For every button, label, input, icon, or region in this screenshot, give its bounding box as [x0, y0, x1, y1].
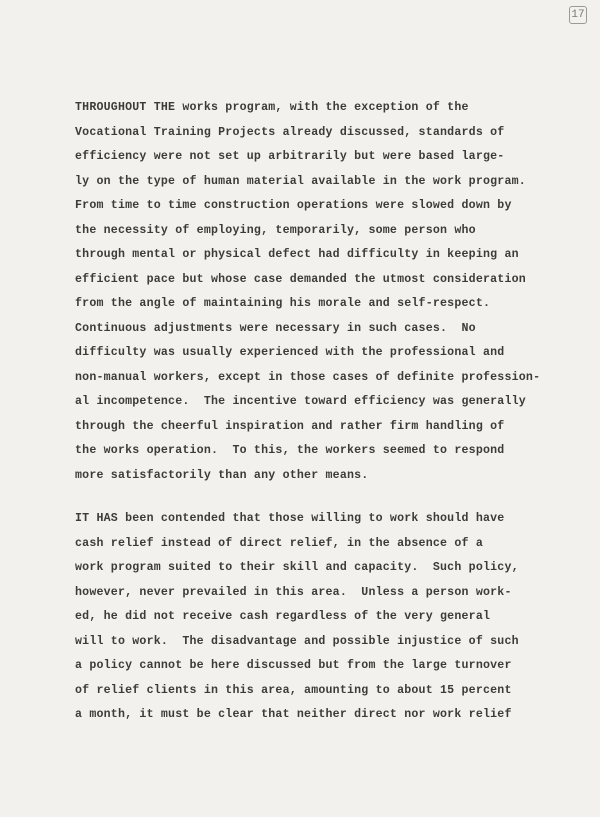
text-line: however, never prevailed in this area. Unless a person work-	[75, 585, 512, 599]
text-line: Vocational Training Projects already discussed, standards of	[75, 125, 505, 139]
page-number: 17	[569, 6, 587, 24]
text-line: From time to time construction operations were slowed down by	[75, 199, 512, 212]
text-line: Continuous adjustments were necessary in such cases. No	[75, 321, 476, 335]
text-line: al incompetence. The incentive toward efficiency was generally	[75, 395, 526, 408]
text-line: difficulty was usually experienced with the professional and	[75, 346, 505, 359]
text-line: of relief clients in this area, amounting to about 15 percent	[75, 683, 512, 697]
text-line: ed, he did not receive cash regardless of the very general	[75, 610, 491, 623]
text-line: work program suited to their skill and capacity. Such policy,	[75, 561, 519, 574]
text-line: efficient pace but whose case demanded the utmost consideration	[75, 272, 526, 286]
text-line: efficiency were not set up arbitrarily but were based large-	[75, 150, 505, 163]
text-line: more satisfactorily than any other means.	[75, 468, 369, 482]
text-line: through mental or physical defect had difficulty in keeping an	[75, 248, 519, 261]
paragraph-2	[75, 507, 575, 728]
text-line: from the angle of maintaining his morale and self-respect.	[75, 297, 491, 310]
text-line: a month, it must be clear that neither direct nor work relief	[75, 708, 512, 721]
text-line: non-manual workers, except in those cases of definite profession-	[75, 370, 541, 384]
body-text	[75, 96, 575, 728]
text-line: IT HAS been contended that those willing to work should have	[75, 512, 505, 525]
text-line: a policy cannot be here discussed but from the large turnover	[75, 659, 512, 672]
paragraph-1	[75, 96, 575, 488]
text-line: ly on the type of human material available in the work program.	[75, 174, 526, 188]
text-line: through the cheerful inspiration and rather firm handling of	[75, 419, 505, 433]
text-line: will to work. The disadvantage and possible injustice of such	[75, 634, 519, 648]
text-line: cash relief instead of direct relief, in the absence of a	[75, 536, 483, 550]
text-line: the works operation. To this, the workers seemed to respond	[75, 444, 505, 457]
text-line: the necessity of employing, temporarily, some person who	[75, 223, 476, 237]
text-line: THROUGHOUT THE works program, with the exception of the	[75, 101, 469, 114]
